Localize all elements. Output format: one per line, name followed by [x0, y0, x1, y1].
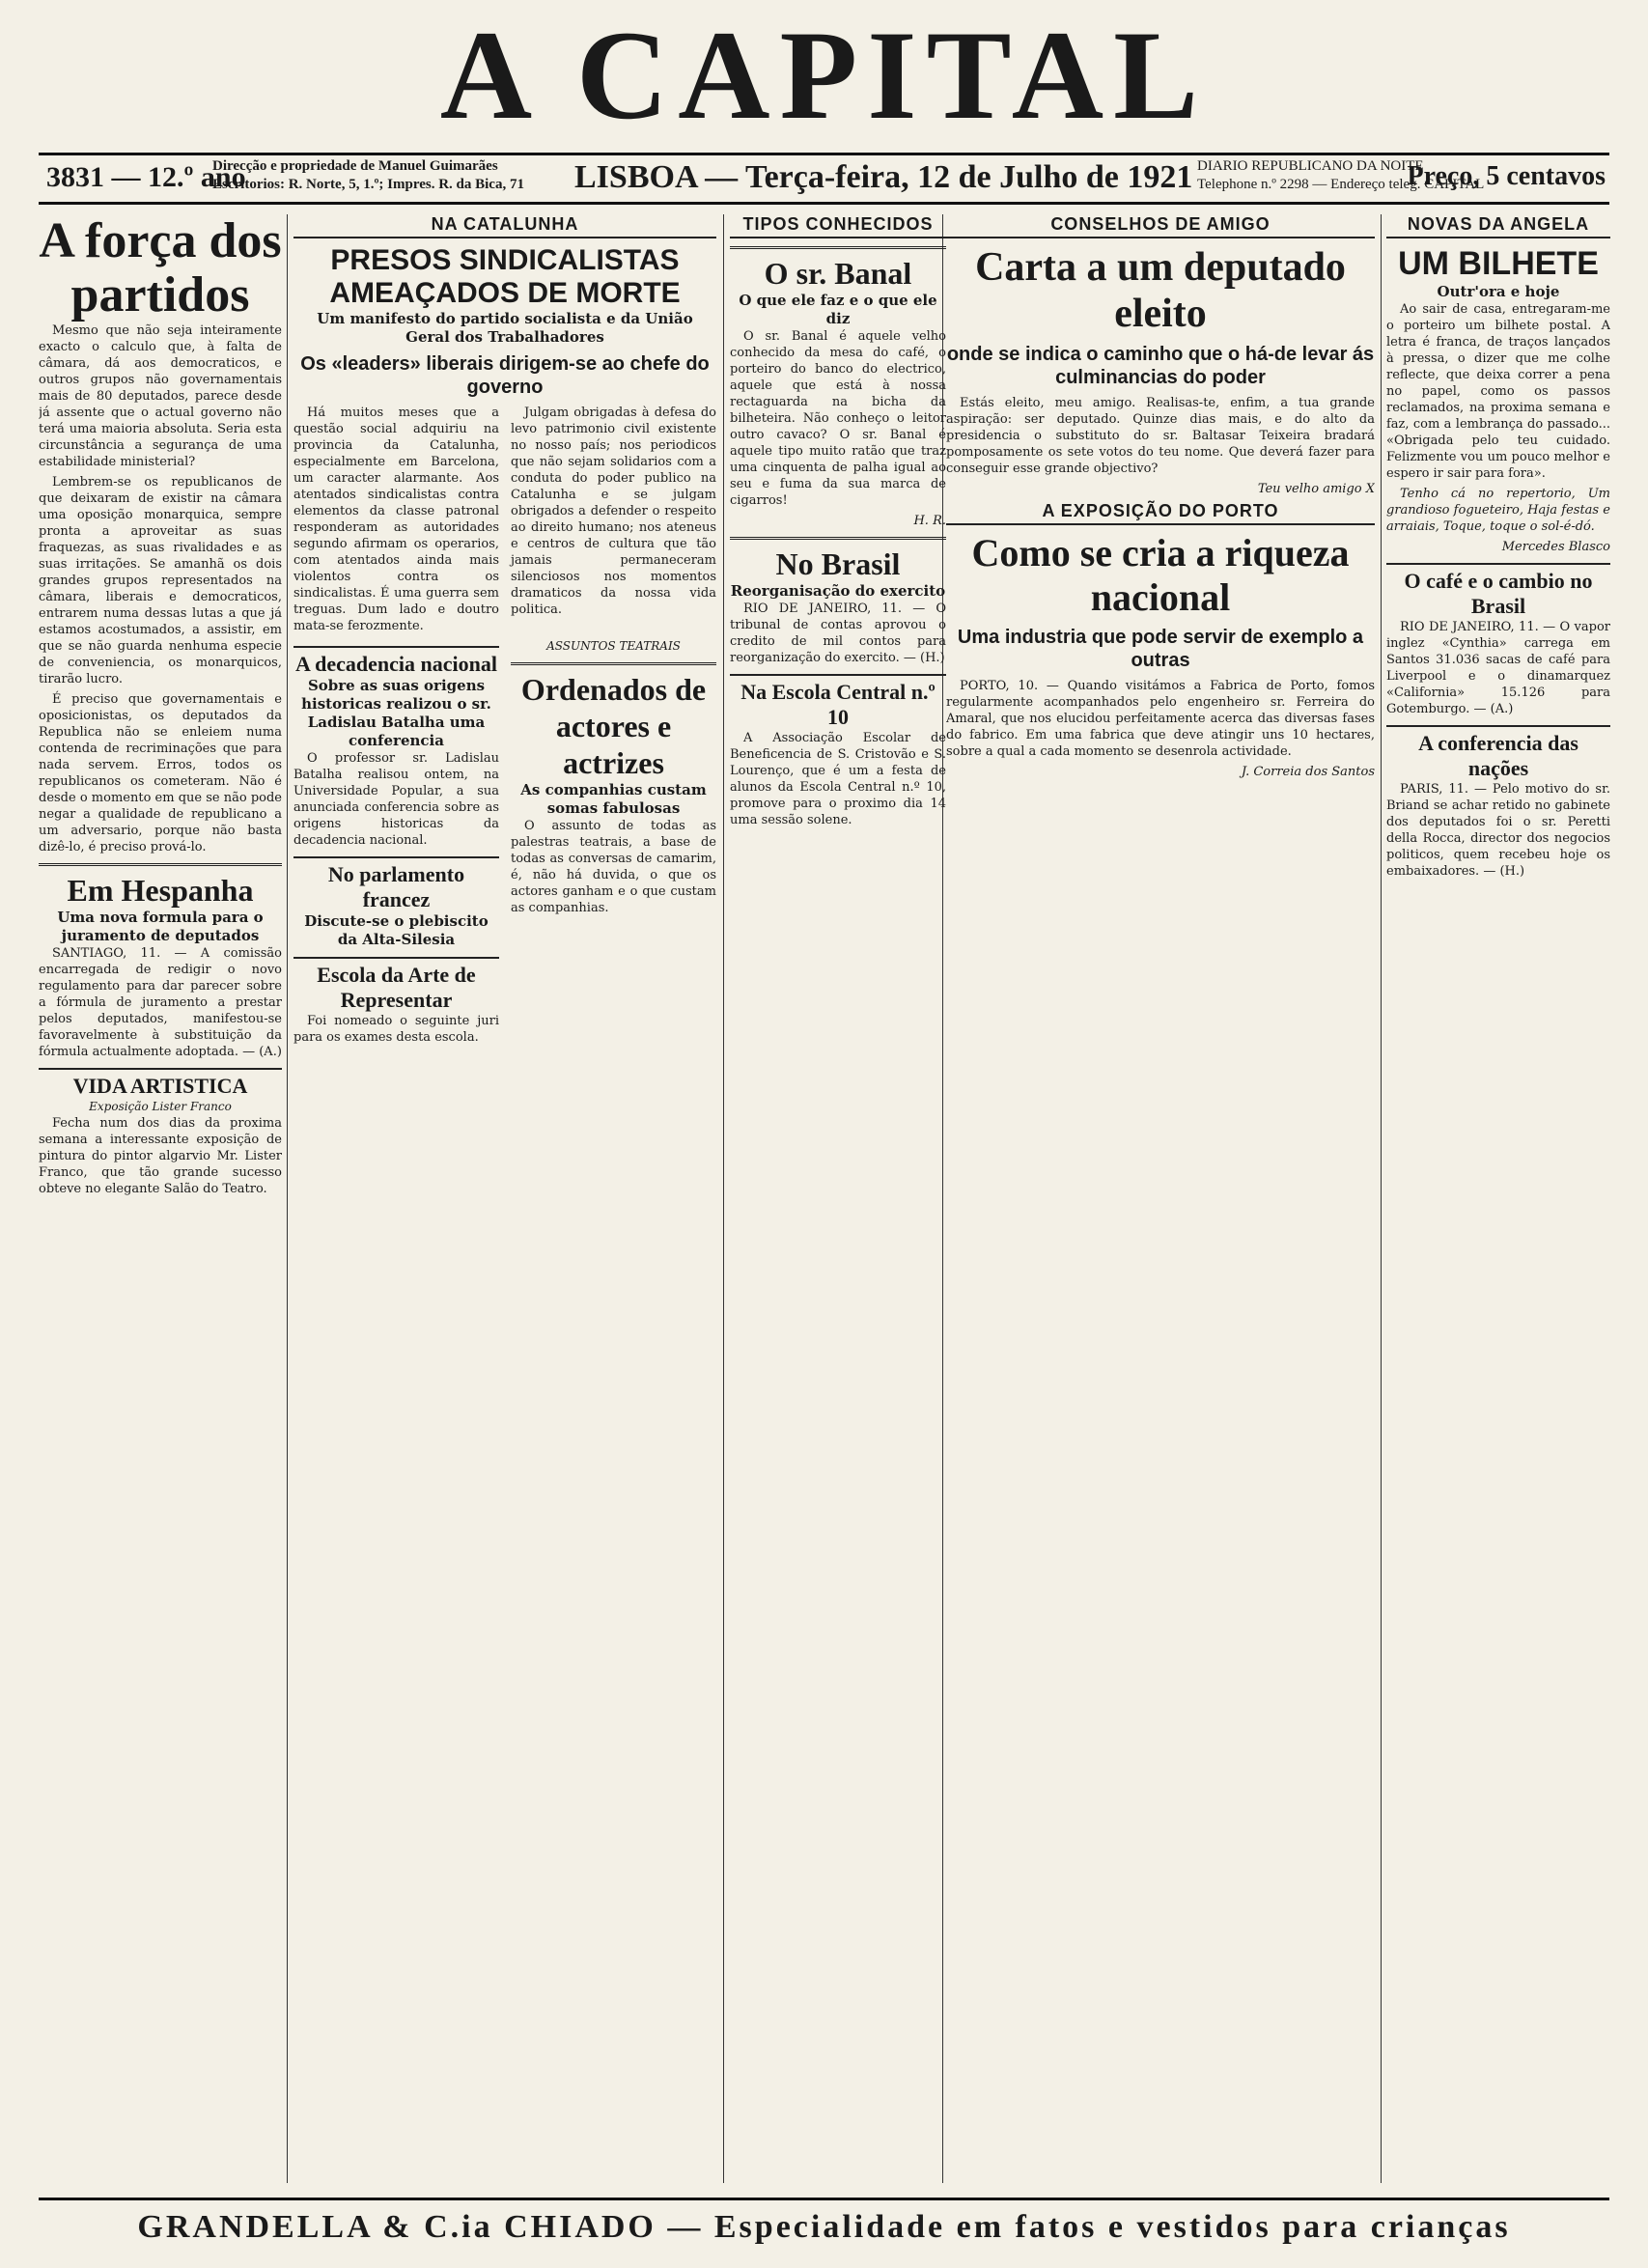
headline-escola-central: Na Escola Central n.º 10 [730, 674, 946, 730]
paragraph: O professor sr. Ladislau Batalha realisou ontem, na Universidade Popular, a sua anunciada conferencia sobre as origens historicas da decadencia nacional. [293, 751, 499, 848]
column-rule [287, 214, 288, 2183]
headline-no-brasil: No Brasil [730, 537, 946, 582]
director-line: Direcção e propriedade de Manuel Guimarães [212, 158, 498, 174]
issue-date: LISBOA — Terça-feira, 12 de Julho de 1921 [574, 159, 1193, 195]
column-2 [293, 214, 716, 2183]
subheadline-decadencia: Sobre as suas origens historicas realizou o sr. Ladislau Batalha uma conferencia [301, 677, 491, 749]
paragraph: Estás eleito, meu amigo. Realisas-te, enfim, a tua grande aspiração: ser deputado. Quinze dias mais, e do alto da presidencia o substituto do sr. Baltasar Teixeira bradará pomposamente os sete votos do teu nome. Que deverá fazer para conseguir esse grande objectivo? [946, 396, 1375, 476]
two-column-text [293, 405, 716, 638]
subheadline-carta: onde se indica o caminho que o há-de levar ás culminancias do poder [946, 344, 1375, 388]
subheadline-leaders: Os «leaders» liberais dirigem-se ao chefe do governo [300, 353, 710, 398]
headline-hespanha: Em Hespanha [39, 863, 282, 909]
paragraph: Há muitos meses que a questão social adquiriu na provincia da Catalunha, especialmente em Barcelona, um caracter alarmante. Aos atentados sindicalistas contra elementos da classe patronal responderam as autoridades segundo afirmam os operarios, com atentados ainda mais violentos contra os sindicalistas. É uma guerra sem treguas. Dum lado e doutro mata-se ferozmente. [293, 406, 499, 633]
subheadline-exercito: Reorganisação do exercito [730, 582, 946, 600]
masthead [0, 0, 1648, 154]
paragraph: SANTIAGO, 11. — A comissão encarregada de redigir o novo regulamento para dar parecer sobre a fórmula de juramento a prestar pelos deputados, manifestou-se favoravelmente à substituição da fórmula actualmente adoptada. — (A.) [39, 946, 282, 1059]
headline-conferencia: A conferencia das nações [1386, 725, 1610, 781]
newspaper-title: A CAPITAL [439, 4, 1209, 146]
kicker-assuntos-teatrais: ASSUNTOS TEATRAIS [546, 639, 681, 653]
direction-info [212, 157, 524, 194]
kicker-angela: NOVAS DA ANGELA [1386, 214, 1610, 238]
paragraph: A Associação Escolar de Beneficencia de S. Cristovão e S. Lourenço, que é um a festa de alunos da Escola Central n.º 10, promove para o proximo dia 14 uma sessão solene. [730, 731, 946, 827]
subheadline-outrora: Outr'ora e hoje [1437, 283, 1560, 300]
diario-label: DIARIO REPUBLICANO DA NOITE [1197, 158, 1424, 174]
info-bar [39, 153, 1609, 205]
paragraph: É preciso que governamentais e oposicionistas, os deputados da Republica não se enleiem numa contenda de recriminações que para nada servem. Erros, todos os republicanos os cometeram. Não é desde o momento em que se não pode negar a qualidade de republicano a um adversario, porque não basta dizê-lo, é preciso prová-lo. [39, 692, 282, 854]
column-3 [730, 214, 946, 2183]
poem: Tenho cá no repertorio, Um grandioso fogueteiro, Haja festas e arraiais, Toque, toque o sol-é-dó. [1386, 487, 1610, 534]
column-rule [723, 214, 724, 2183]
paragraph: O assunto de todas as palestras teatrais, a base de todas as conversas de camarim, é, não há duvida, o que os actores ganham e o que custam as companhias. [511, 819, 716, 915]
headline-escola-arte: Escola da Arte de Representar [293, 957, 499, 1013]
paragraph: Fecha num dos dias da proxima semana a interessante exposição de pintura do pintor algarvio Mr. Lister Franco, que tão grande sucesso obteve no elegante Salão do Teatro. [39, 1116, 282, 1196]
headline-cafe-cambio: O café e o cambio no Brasil [1386, 563, 1610, 619]
headline-forca-partidos: A força dos partidos [39, 214, 282, 322]
issue-number: 3831 — 12.º ano [46, 161, 246, 193]
headline-um-bilhete: UM BILHETE [1398, 245, 1599, 282]
headline-vida-artistica: VIDA ARTISTICA [39, 1068, 282, 1099]
subheadline-banal: O que ele faz e o que ele diz [739, 292, 937, 327]
kicker-exposicao-porto: A EXPOSIÇÃO DO PORTO [946, 501, 1375, 525]
signature: Mercedes Blasco [1501, 540, 1610, 554]
subheadline-ordenados: As companhias custam somas fabulosas [520, 781, 707, 817]
kicker-conselhos: CONSELHOS DE AMIGO [946, 214, 1375, 238]
column-1 [39, 214, 282, 2183]
subheadline-parlamento: Discute-se o plebiscito da Alta-Silesia [304, 912, 489, 948]
headline-sr-banal: O sr. Banal [730, 246, 946, 292]
paragraph: PARIS, 11. — Pelo motivo do sr. Briand se achar retido no gabinete dos deputados foi o sr. Peretti della Rocca, director dos negocios politicos, quem recebeu hoje os embaixadores. — (H.) [1386, 782, 1610, 879]
paragraph: Julgam obrigadas à defesa do levo patrimonio civil existente no nosso país; nos periodicos que não sejam solidarios com a conduta do poder publico na Catalunha e se julgam obrigados a defender o respeito ao direito humano; nos ateneus e centros de cultura que tão jamais permaneceram silenciosos nos momentos dramaticos da nossa vida politica. [511, 406, 716, 617]
footer-advertisement: GRANDELLA & C.ia CHIADO — Especialidade em fatos e vestidos para crianças [39, 2198, 1609, 2254]
paragraph: Mesmo que não seja inteiramente exacto o calculo que, à falta de câmara, dá aos democraticos, e outros grupos não governamentais mais de 80 deputados, parece desde já assente que o actual governo não terá uma maioria absoluta. Seria esta circunstância a segurança de uma estabilidade ministerial? [39, 323, 282, 469]
kicker-catalunha: NA CATALUNHA [293, 214, 716, 238]
kicker-tipos: TIPOS CONHECIDOS [730, 214, 946, 238]
paragraph: Ao sair de casa, entregaram-me o porteiro um bilhete postal. A letra é franca, de traços lançados à pressa, o dizer que me colhe reflecte, que deixa correr a pena no papel, como os passos reclamados, na proxima semana e faz, com a lembrança do passado... «Obrigada pelo teu cuidado. Felizmente vou um pouco melhor e espero ir sair para fora». [1386, 302, 1610, 481]
column-5 [1386, 214, 1610, 2183]
subheadline-industria: Uma industria que pode servir de exemplo a outras [957, 627, 1364, 671]
headline-presos-sindicalistas: PRESOS SINDICALISTAS AMEAÇADOS DE MORTE [329, 244, 681, 309]
paragraph: O sr. Banal é aquele velho conhecido da mesa do café, o porteiro do banco do electrico, aquele que está à nossa rectaguarda na bicha da bilheteira. Não conheço o leitor outro cavaco? O sr. Banal é aquele tipo muito ratão que traz uma cinquenta de palha igual ao seu e fuma da sua marca de cigarros! [730, 329, 946, 508]
paragraph: RIO DE JANEIRO, 11. — O vapor inglez «Cynthia» carrega em Santos 31.036 sacas de café para Liverpool e o dinamarquez «California» 15.126 para Gotemburgo. — (A.) [1386, 620, 1610, 716]
headline-carta-deputado: Carta a um deputado eleito [975, 245, 1346, 336]
paragraph: RIO DE JANEIRO, 11. — O tribunal de contas aprovou o credito de mil contos para reorganização do exercito. — (H.) [730, 602, 946, 665]
headline-ordenados: Ordenados de actores e actrizes [511, 662, 716, 781]
signature: Teu velho amigo X [1257, 482, 1375, 496]
paragraph: PORTO, 10. — Quando visitámos a Fabrica de Porto, fomos regularmente acompanhados pelo engenheiro sr. Ferreira do Amaral, que nos elucidou perfeitamente acerca das diversas fases do fabrico. Em uma fabrica que deve atingir uns 10 hectares, sobre a qual a cada momento se desenrola actividade. [946, 679, 1375, 759]
price: Preço, 5 centavos [1407, 161, 1606, 191]
column-4 [946, 214, 1375, 2183]
paragraph: Lembrem-se os republicanos de que deixaram de existir na câmara uma oposição monarquica, sempre pronta a aproveitar as suas fraquezas, as suas rivalidades e as suas irritações. Se amanhã os dois grandes grupos representados na câmara, liberais e democraticos, entrarem numa dessas lutas a que já estamos acostumados, a assistir, em que se não guarda nenhuma especie de conveniencia, os monarquicos, tirarão lucro. [39, 475, 282, 686]
subheadline-hespanha: Uma nova formula para o juramento de deputados [57, 909, 264, 944]
subheadline-exposicao: Exposição Lister Franco [89, 1100, 232, 1113]
column-rule [1381, 214, 1382, 2183]
headline-decadencia: A decadencia nacional [293, 646, 499, 677]
subheadline-manifesto: Um manifesto do partido socialista e da União Geral dos Trabalhadores [317, 310, 693, 346]
lower-two-columns [293, 638, 716, 1050]
offices-line: Escritorios: R. Norte, 5, 1.º; Impres. R. da Bica, 71 [212, 177, 524, 192]
headline-riqueza-nacional: Como se cria a riqueza nacional [971, 531, 1350, 619]
paragraph: Foi nomeado o seguinte juri para os exames desta escola. [293, 1014, 499, 1045]
telephone-line: Telephone n.º 2298 — Endereço teleg. CAPITAL [1197, 177, 1485, 192]
headline-parlamento-francez: No parlamento francez [293, 856, 499, 912]
signature: H. R. [913, 514, 946, 528]
signature: J. Correia dos Santos [1241, 765, 1375, 779]
